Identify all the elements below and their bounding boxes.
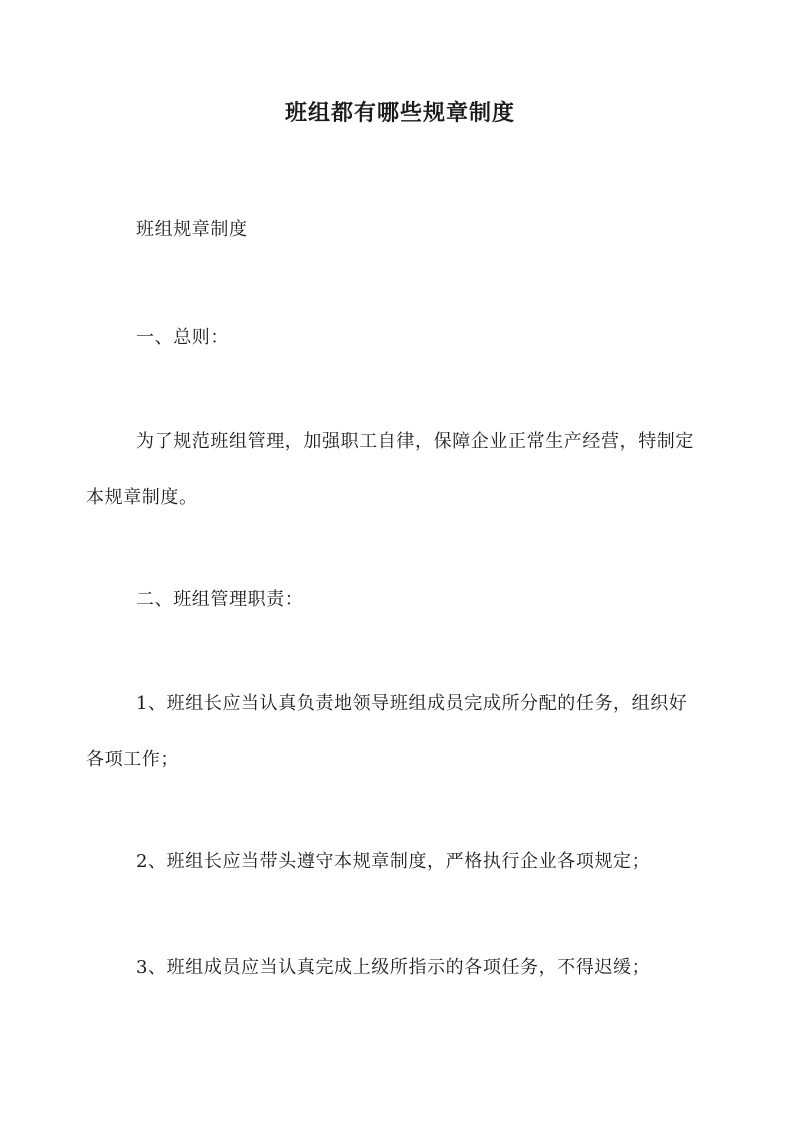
section-heading: 班组规章制度 (136, 219, 248, 240)
chapter-heading-general: 一、总则： (136, 327, 229, 348)
document-title: 班组都有哪些规章制度 (284, 100, 515, 126)
list-item-duty-3: 3、班组成员应当认真完成上级所指示的各项任务，不得迟缓； (136, 957, 651, 978)
paragraph-purpose: 为了规范班组管理，加强职工自律，保障企业正常生产经营，特制定本规章制度。 (86, 431, 694, 508)
list-item-duty-2: 2、班组长应当带头遵守本规章制度，严格执行企业各项规定； (136, 851, 651, 872)
chapter-heading-duties: 二、班组管理职责： (136, 589, 304, 610)
list-item-duty-1: 1、班组长应当认真负责地领导班组成员完成所分配的任务，组织好各项工作； (86, 693, 688, 770)
